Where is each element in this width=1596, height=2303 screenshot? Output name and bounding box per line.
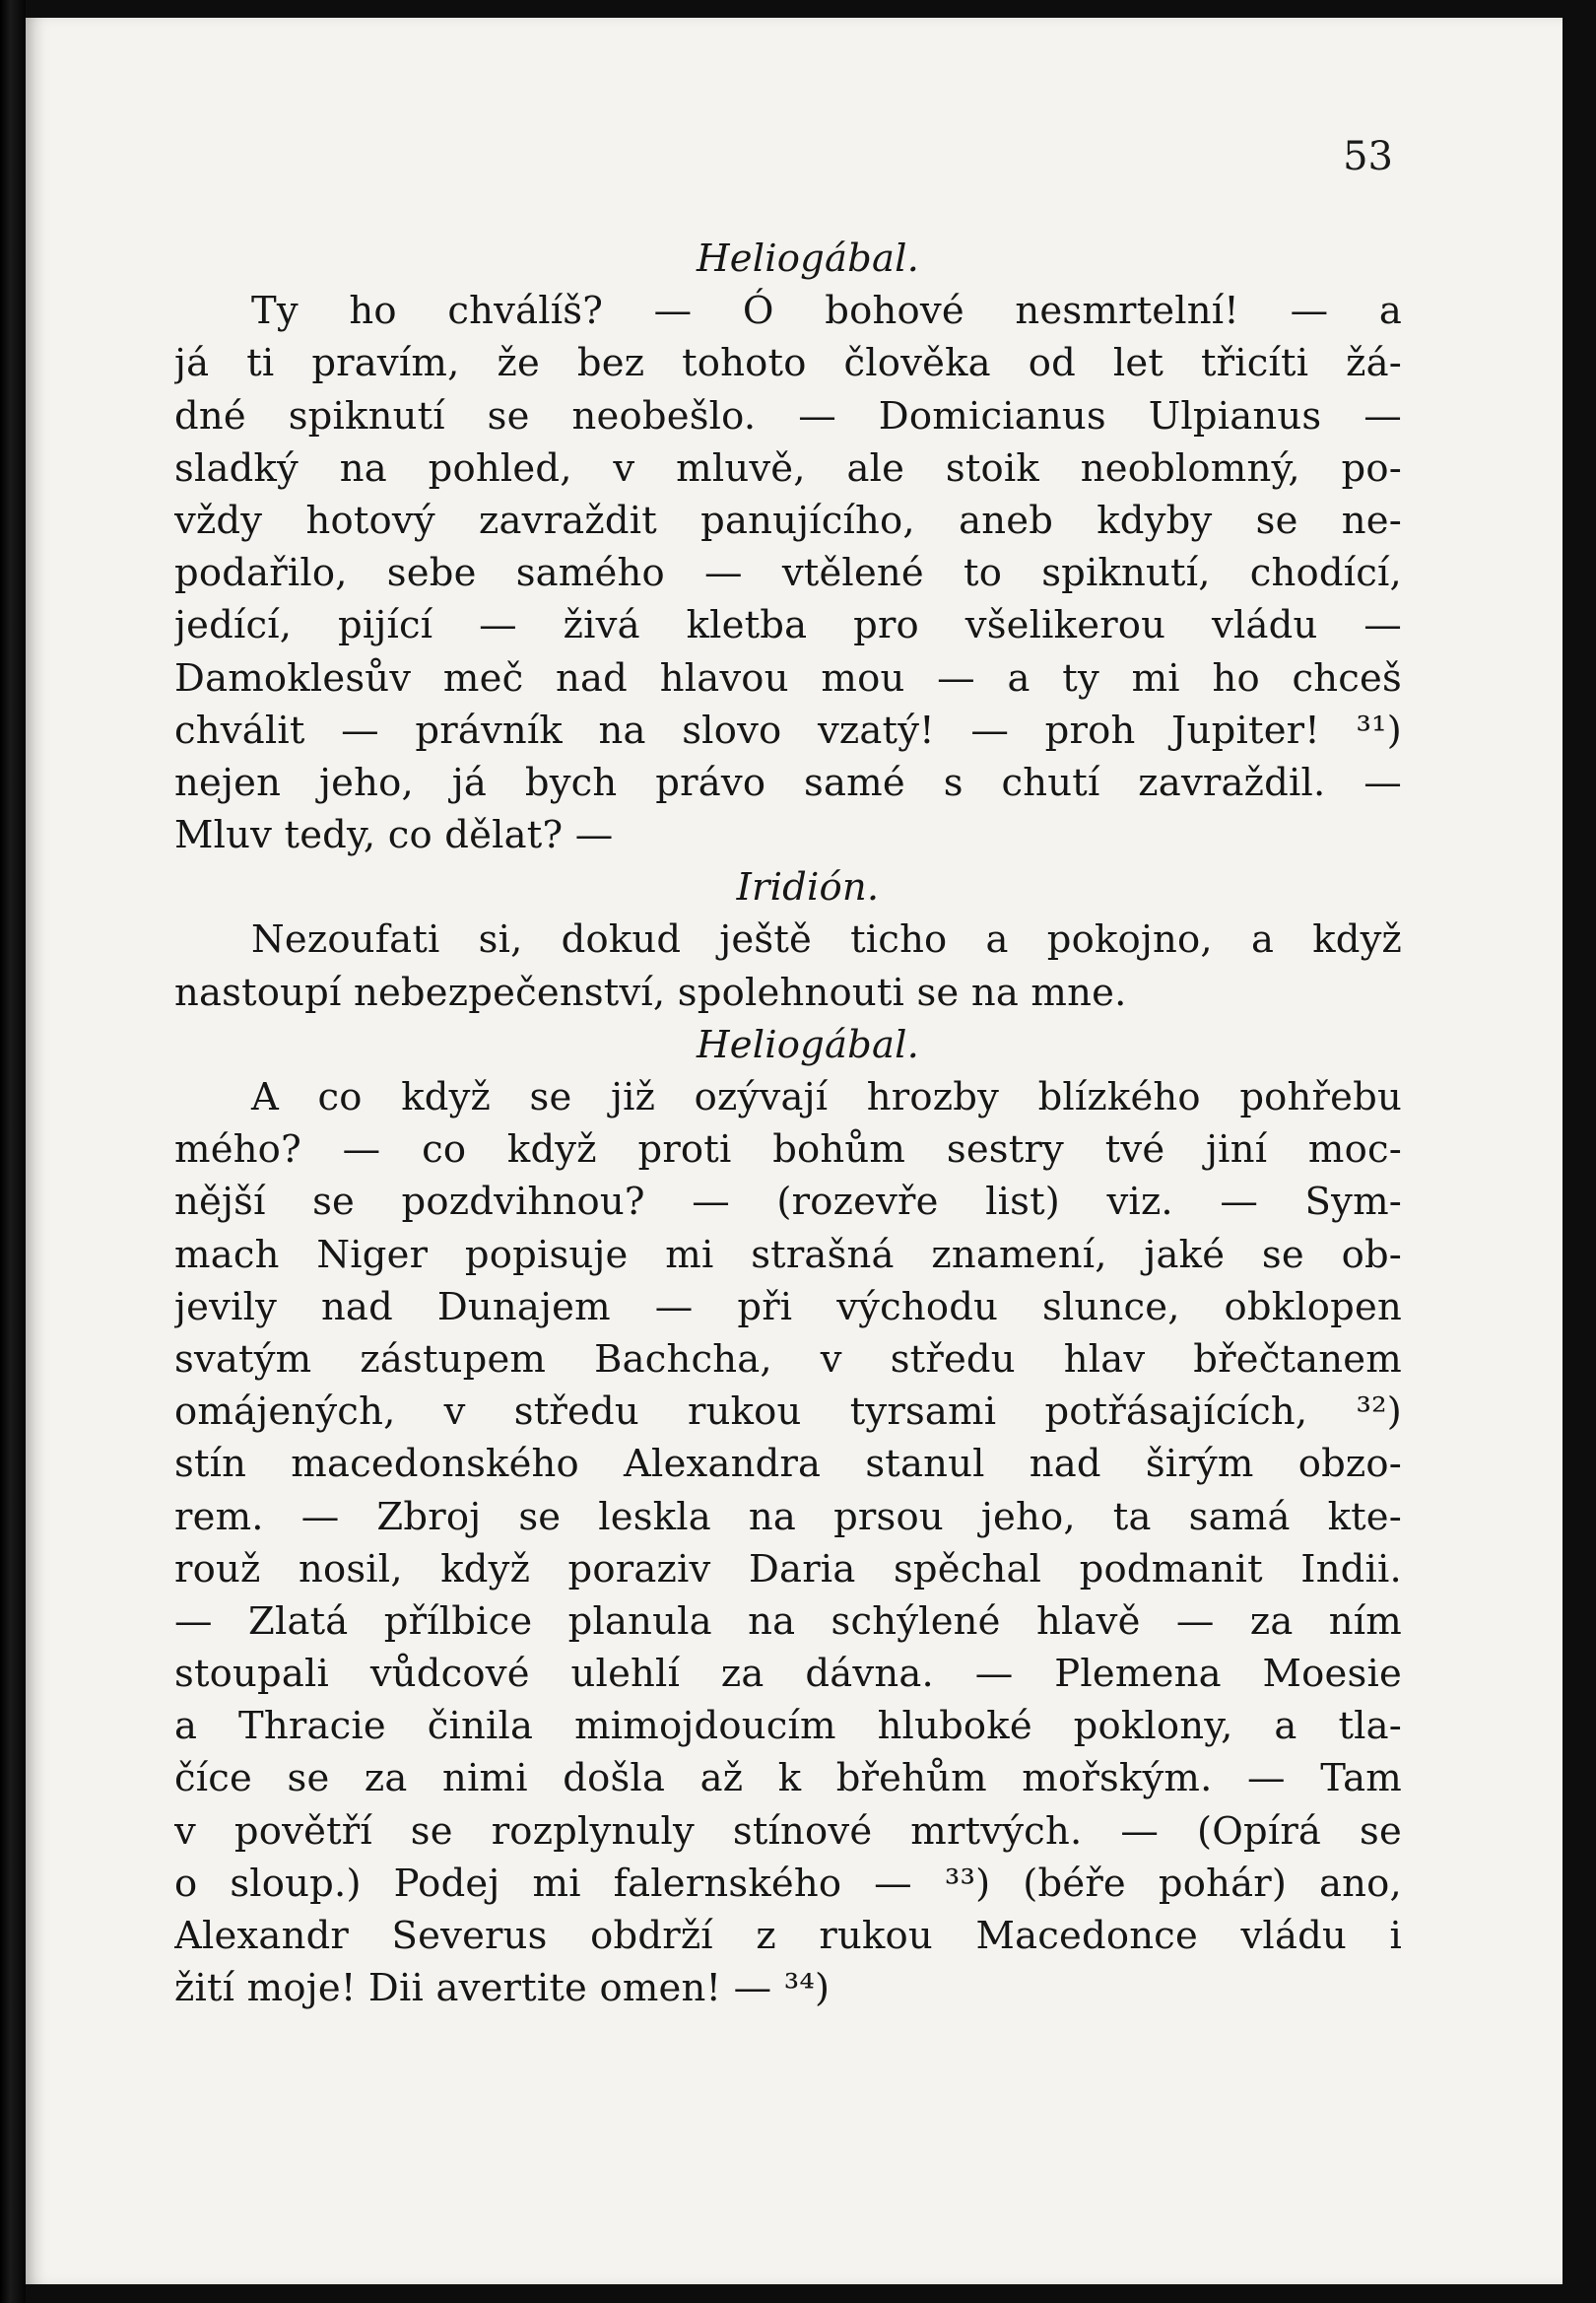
text-line: Ty ho chválíš? — Ó bohové nesmrtelní! — a xyxy=(251,289,1402,334)
text-line: A co když se již ozývají hrozby blízkého pohřebu xyxy=(251,1075,1402,1120)
text-line: — Zlatá přílbice planula na schýlené hlavě — za ním xyxy=(174,1598,1402,1644)
speaker-heading: Heliogábal. xyxy=(696,1022,920,1067)
speech-paragraph xyxy=(174,914,1402,1018)
text-line: nejen jeho, já bych právo samé s chutí zavraždil. — xyxy=(174,760,1402,805)
book-spine-shadow xyxy=(0,0,26,2303)
text-line: mach Niger popisuje mi strašná znamení, jaké se ob- xyxy=(174,1232,1402,1277)
text-line: mého? — co když proti bohům sestry tvé jiní moc- xyxy=(174,1127,1402,1173)
text-line: vždy hotový zavraždit panujícího, aneb kdyby se ne- xyxy=(174,498,1402,543)
text-line: rouž nosil, když poraziv Daria spěchal podmanit Indii. xyxy=(174,1546,1402,1592)
text-line: a Thracie činila mimojdoucím hluboké poklony, a tla- xyxy=(174,1704,1402,1749)
text-line: žití moje! Dii avertite omen! — ³⁴) xyxy=(174,1966,831,2011)
text-line: svatým zástupem Bachcha, v středu hlav břečtanem xyxy=(174,1336,1402,1382)
text-line: jedící, pijící — živá kletba pro všelikerou vládu — xyxy=(174,603,1402,648)
text-line: stoupali vůdcové ulehlí za dávna. — Plemena Moesie xyxy=(174,1652,1402,1697)
speaker-heading: Iridión. xyxy=(736,865,880,911)
text-line: rem. — Zbroj se leskla na prsou jeho, ta samá kte- xyxy=(174,1494,1402,1539)
text-line: nastoupí nebezpečenství, spolehnouti se na mne. xyxy=(174,970,1127,1015)
speech-paragraph xyxy=(174,285,1402,861)
play-text xyxy=(174,233,1402,2014)
text-line: nější se pozdvihnou? — (rozevře list) viz. — Sym- xyxy=(174,1180,1402,1225)
text-line: v povětří se rozplynuly stínové mrtvých. — (Opírá se xyxy=(174,1808,1402,1854)
speech-paragraph xyxy=(174,1071,1402,2014)
text-line: já ti pravím, že bez tohoto člověka od let třicíti žá- xyxy=(174,341,1402,386)
text-line: Mluv tedy, co dělat? — xyxy=(174,813,614,858)
page-sheet xyxy=(26,18,1563,2284)
text-line: o sloup.) Podej mi falernského — ³³) (béře pohár) ano, xyxy=(174,1861,1402,1906)
text-line: sladký na pohled, v mluvě, ale stoik neoblomný, po- xyxy=(174,445,1402,491)
text-line: omájených, v středu rukou tyrsami potřásajících, ³²) xyxy=(174,1389,1402,1435)
page-number: 53 xyxy=(1343,134,1393,179)
text-line: chválit — právník na slovo vzatý! — proh Jupiter! ³¹) xyxy=(174,708,1402,753)
text-line: číce se za nimi došla až k břehům mořským. — Tam xyxy=(174,1756,1402,1801)
text-line: podařilo, sebe samého — vtělené to spiknutí, chodící, xyxy=(174,551,1402,596)
text-line: stín macedonského Alexandra stanul nad širým obzo- xyxy=(174,1442,1402,1487)
text-line: Nezoufati si, dokud ještě ticho a pokojno, a když xyxy=(251,917,1402,963)
text-line: jevily nad Dunajem — při východu slunce, obklopen xyxy=(174,1284,1402,1329)
text-line: Alexandr Severus obdrží z rukou Macedonce vládu i xyxy=(174,1914,1402,1959)
text-line: Damoklesův meč nad hlavou mou — a ty mi ho chceš xyxy=(174,655,1402,701)
speaker-heading: Heliogábal. xyxy=(696,237,920,281)
text-line: dné spiknutí se neobešlo. — Domicianus Ulpianus — xyxy=(174,393,1402,439)
